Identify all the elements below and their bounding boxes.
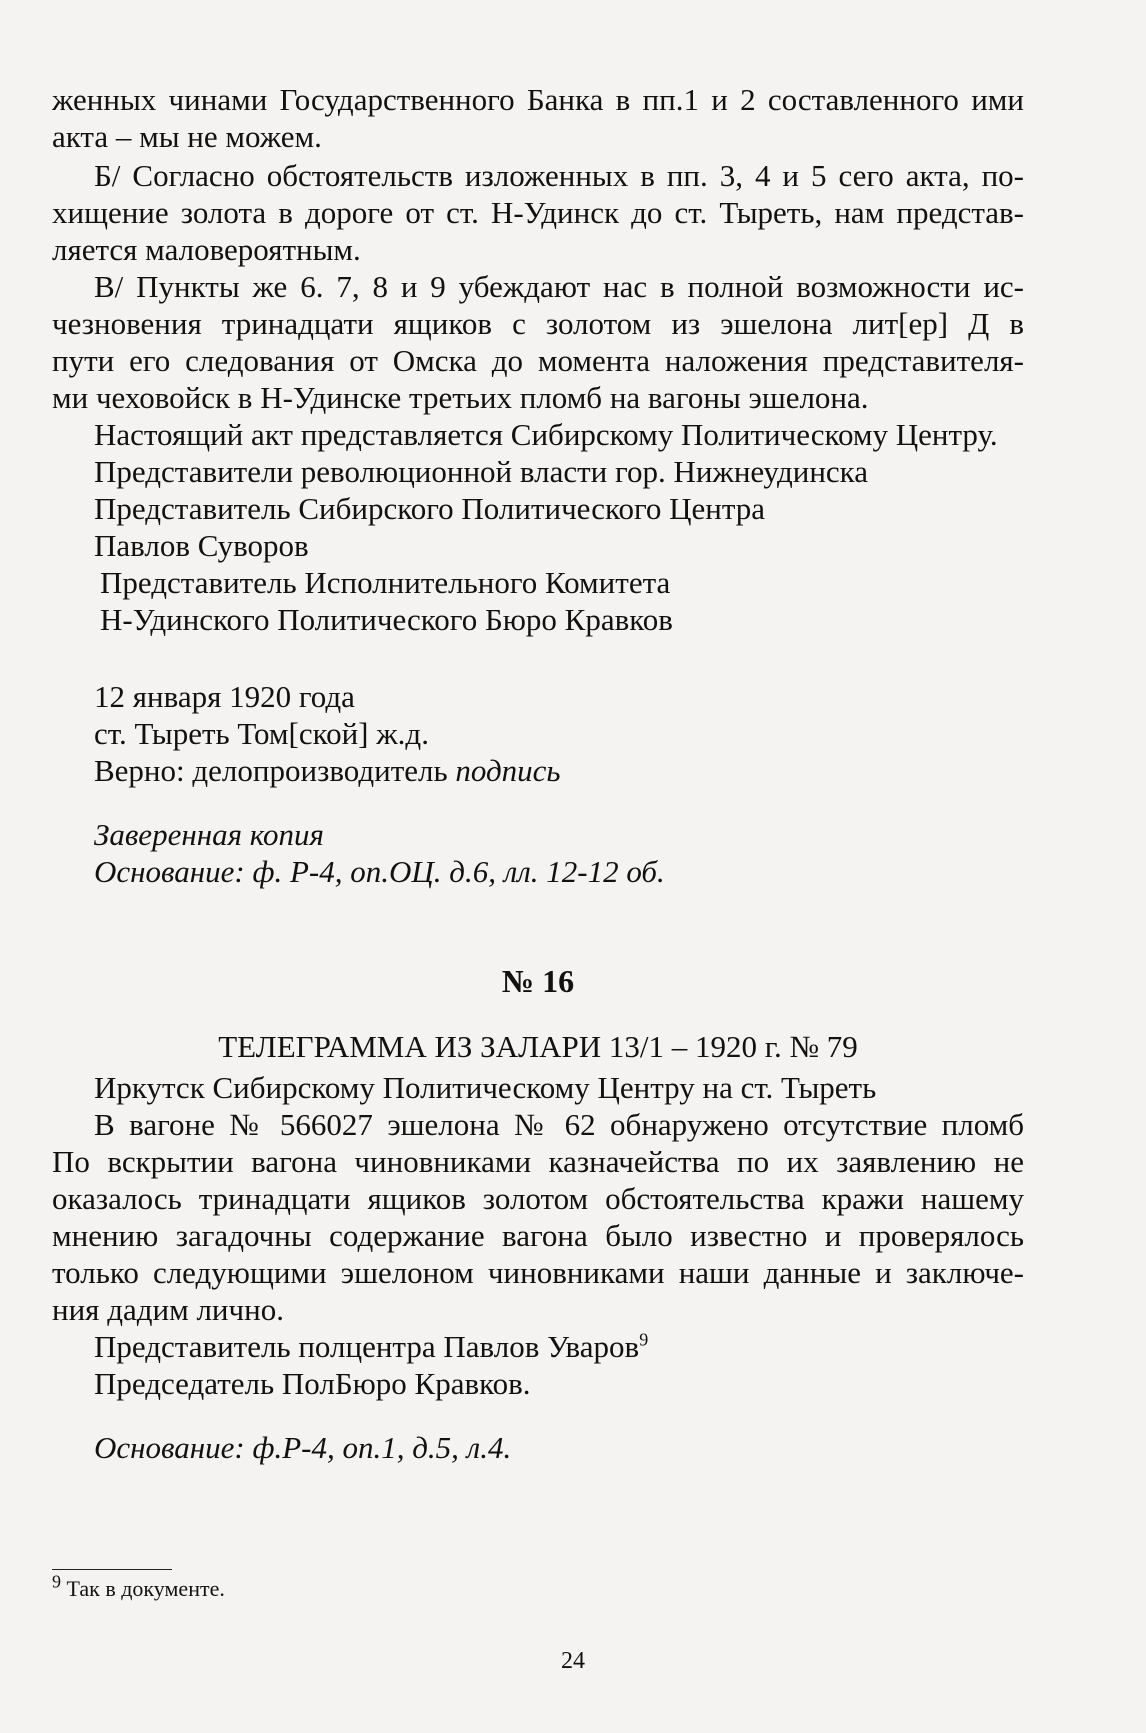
telegram-address: Иркутск Сибирскому Политическому Центру на ст. Тыреть bbox=[94, 1070, 877, 1105]
footnote-marker: 9 bbox=[52, 1571, 61, 1592]
text-line: Б/ Согласно обстоятельств изложенных в пп. 3, 4 и 5 сего акта, по- bbox=[94, 158, 1024, 193]
page-number: 24 bbox=[561, 1648, 585, 1674]
certified-copy-note: Заверенная копия bbox=[94, 817, 324, 852]
text-line: только следующими эшелоном чиновниками наши данные и заключе- bbox=[52, 1255, 1024, 1290]
text-line: Н-Удинского Политического Бюро Кравков bbox=[100, 602, 673, 637]
text-line: Настоящий акт представляется Сибирскому Политическому Центру. bbox=[94, 417, 998, 452]
date-line: 12 января 1920 года bbox=[94, 679, 355, 714]
document-number-heading: № 16 bbox=[501, 963, 575, 999]
telegram-title: ТЕЛЕГРАММА ИЗ ЗАЛАРИ 13/1 – 1920 г. № 79 bbox=[218, 1029, 858, 1064]
text-line: Представители революционной власти гор. Нижнеудинска bbox=[94, 454, 869, 489]
text-line: хищение золота в дороге от ст. Н-Удинск до ст. Тыреть, нам представ- bbox=[52, 195, 1024, 230]
signature-text: Представитель полцентра Павлов Уваров bbox=[94, 1329, 640, 1364]
text-line: По вскрытии вагона чиновниками казначейства по их заявлению не bbox=[52, 1144, 1024, 1179]
text-line: Представитель Сибирского Политического Центра bbox=[94, 491, 766, 526]
archive-reference: Основание: ф. Р-4, оп.ОЦ. д.6, лл. 12-12 об. bbox=[94, 854, 665, 889]
certification-label: Верно: делопроизводитель bbox=[94, 753, 456, 788]
signature-note: подпись bbox=[455, 753, 561, 788]
signature-line bbox=[94, 1329, 1024, 1365]
footnote-divider bbox=[52, 1569, 172, 1570]
signature-line: Председатель ПолБюро Кравков. bbox=[94, 1366, 531, 1401]
text-line: ляется маловероятным. bbox=[52, 232, 361, 267]
text-line: Представитель Исполнительного Комитета bbox=[100, 565, 671, 600]
text-line: чезновения тринадцати ящиков с золотом из эшелона лит[ер] Д в bbox=[52, 306, 1024, 341]
archive-reference: Основание: ф.Р-4, оп.1, д.5, л.4. bbox=[94, 1430, 512, 1465]
text-line: ния дадим лично. bbox=[52, 1292, 284, 1327]
text-line: В вагоне № 566027 эшелона № 62 обнаружено отсутствие пломб bbox=[94, 1107, 1024, 1142]
certification-line bbox=[94, 753, 1024, 789]
footnote bbox=[52, 1571, 225, 1604]
text-line: Павлов Суворов bbox=[94, 528, 309, 563]
text-line: мнению загадочны содержание вагона было известно и проверялось bbox=[52, 1218, 1024, 1253]
text-line: пути его следования от Омска до момента наложения представителя- bbox=[52, 343, 1024, 378]
footnote-ref: 9 bbox=[639, 1329, 649, 1350]
footnote-text: Так в документе. bbox=[61, 1576, 225, 1601]
station-line: ст. Тыреть Том[ской] ж.д. bbox=[94, 716, 429, 751]
text-line: В/ Пункты же 6. 7, 8 и 9 убеждают нас в полной возможности ис- bbox=[94, 269, 1024, 304]
text-line: акта – мы не можем. bbox=[52, 119, 322, 154]
text-line: ми чеховойск в Н-Удинске третьих пломб на вагоны эшелона. bbox=[52, 380, 869, 415]
text-line: оказалось тринадцати ящиков золотом обстоятельства кражи нашему bbox=[52, 1181, 1024, 1216]
text-line: женных чинами Государственного Банка в пп.1 и 2 составленного ими bbox=[52, 82, 1024, 117]
